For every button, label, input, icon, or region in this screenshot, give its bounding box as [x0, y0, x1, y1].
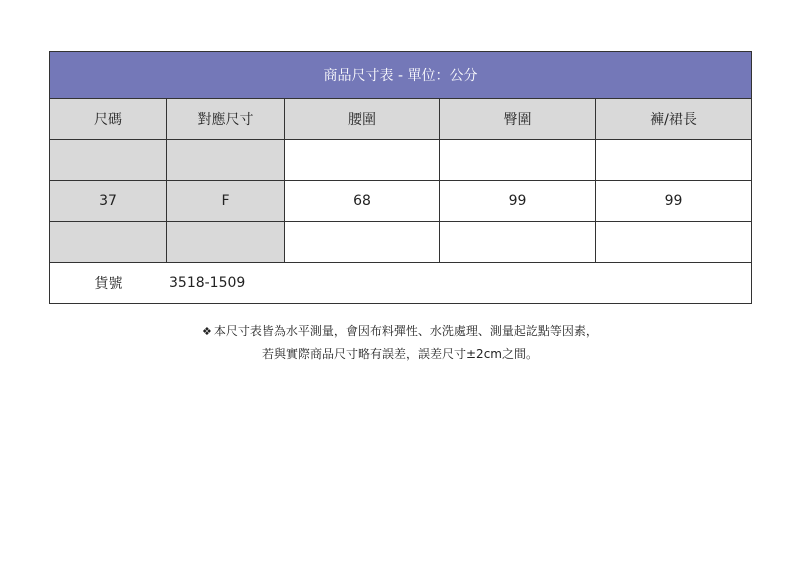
- measurement-notes: [0, 320, 800, 365]
- table-title-row: [50, 52, 752, 99]
- cell-hip: [440, 140, 596, 181]
- header-hip: 臀圍: [440, 99, 596, 140]
- table-row: [50, 222, 752, 263]
- cell-waist: [285, 140, 440, 181]
- header-length: 褲/裙長: [596, 99, 752, 140]
- cell-size: [50, 140, 167, 181]
- sku-row: [50, 263, 752, 304]
- cell-length: [596, 140, 752, 181]
- cell-corresponding-size: F: [167, 181, 285, 222]
- sku-value: 3518-1509: [169, 275, 246, 291]
- header-size: 尺碼: [50, 99, 167, 140]
- cell-corresponding-size: [167, 140, 285, 181]
- diamond-bullet-icon: ❖: [202, 325, 212, 338]
- cell-corresponding-size: [167, 222, 285, 263]
- header-corresponding-size: 對應尺寸: [167, 99, 285, 140]
- cell-waist: 68: [285, 181, 440, 222]
- sku-label: 貨號: [94, 276, 123, 292]
- table-row: [50, 181, 752, 222]
- cell-length: [596, 222, 752, 263]
- cell-waist: [285, 222, 440, 263]
- cell-hip: [440, 222, 596, 263]
- table-row: [50, 140, 752, 181]
- cell-hip: 99: [440, 181, 596, 222]
- cell-size: 37: [50, 181, 167, 222]
- note-line-1: [0, 320, 800, 343]
- table-title: 商品尺寸表 - 單位：公分: [50, 52, 752, 99]
- size-table: [49, 51, 752, 304]
- note-line-2: 若與實際商品尺寸略有誤差，誤差尺寸±2cm之間。: [262, 347, 538, 361]
- table-header-row: [50, 99, 752, 140]
- cell-size: [50, 222, 167, 263]
- sku-cell: [50, 263, 752, 304]
- cell-length: 99: [596, 181, 752, 222]
- note-text-1: 本尺寸表皆為水平測量，會因布料彈性、水洗處理、測量起訖點等因素，: [213, 324, 598, 338]
- header-waist: 腰圍: [285, 99, 440, 140]
